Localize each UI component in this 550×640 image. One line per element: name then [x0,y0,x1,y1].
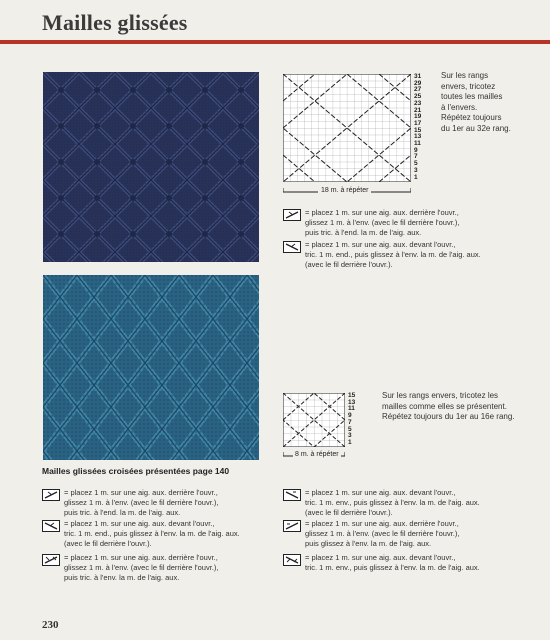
legend-line: = placez 1 m. sur une aig. aux. derrière l'ouvr., [64,553,218,562]
knitting-chart-2 [283,393,345,447]
legend2-right-entry-3 [305,553,480,573]
note-line: toutes les mailles [441,92,503,101]
row-number: 25 [414,93,422,101]
note-line: à l'envers. [441,102,478,112]
legend2-right-entry-2 [305,519,459,549]
note-line: Répétez toujours du 1er au 16e rang. [382,412,515,421]
page-number: 230 [42,619,59,631]
note-line: Sur les rangs [441,71,489,80]
legend-line: tric. 1 m. env., puis glissez à l'env. la m. de l'aig. aux. [305,563,480,572]
legend-line: tric. 1 m. env., puis glissez à l'env. la m. de l'aig. aux. [305,498,480,507]
row-number: 13 [414,133,422,141]
row-number: 17 [414,119,422,127]
row-number: 31 [414,73,422,80]
legend-line: glissez 1 m. à l'env. (avec le fil derrière l'ouvr.), [64,498,219,507]
legend-line: = placez 1 m. sur une aig. aux. devant l'ouvr., [305,488,456,497]
row-number: 7 [348,418,352,426]
legend-line: = placez 1 m. sur une aig. aux. devant l'ouvr., [64,519,215,528]
legend-line: glissez 1 m. à l'env. (avec le fil derrière l'ouvr.), [64,563,219,572]
row-number: 7 [414,153,418,161]
chart1-note [441,71,511,134]
legend-line: glissez 1 m. à l'env. (avec le fil derrière l'ouvr.), [305,218,460,227]
slip-stitch-behind-right-symbol-icon [42,489,60,501]
row-number: 27 [414,86,422,94]
legend-line: puis tric. à l'env. la m. de l'aig. aux. [64,573,180,582]
row-number: 9 [414,146,418,154]
slip-stitch-front-purl-symbol-icon [283,489,301,501]
row-number: 3 [348,432,352,440]
page-title: Mailles glissées [42,10,188,35]
teal-knit-swatch-photo [43,275,259,460]
note-line: du 1er au 32e rang. [441,123,511,133]
row-number: 15 [348,392,356,399]
row-number: 5 [348,425,352,433]
chart1-row-numbers [414,74,421,181]
row-number: 3 [414,166,418,174]
legend-line: tric. 1 m. end., puis glissez à l'env. la m. de l'aig. aux. [305,250,481,259]
legend2-left-entry-2 [64,519,240,549]
legend1-entry-1 [305,208,459,238]
chart2-row-numbers [348,393,355,447]
legend-line: (avec le fil derrière l'ouvr.). [305,260,393,269]
legend-line: puis glissez à l'env. la m. de l'aig. aux. [305,539,432,548]
row-number: 5 [414,160,418,168]
legend-line: tric. 1 m. end., puis glissez à l'env. la m. de l'aig. aux. [64,529,240,538]
legend-line: glissez 1 m. à l'env. (avec le fil derrière l'ouvr.), [305,529,460,538]
legend-line: = placez 1 m. sur une aig. aux. derrière l'ouvr., [64,488,218,497]
row-number: 29 [414,79,422,87]
knitting-chart-1 [283,74,411,182]
row-number: 19 [414,113,422,121]
chart1-repeat-label: 18 m. à répéter [318,187,371,194]
row-number: 11 [348,405,355,413]
pattern-caption: Mailles glissées croisées présentées page 140 [42,466,230,476]
row-number: 21 [414,106,422,114]
legend-line: puis tric. à l'end. la m. de l'aig. aux. [64,508,181,517]
chart2-note [382,391,515,423]
legend-line: puis tric. à l'end. la m. de l'aig. aux. [305,228,422,237]
chart2-repeat-label: 8 m. à répéter [295,451,339,458]
navy-knit-swatch-photo [43,72,259,262]
legend-line: (avec le fil derrière l'ouvr.). [64,539,152,548]
title-rule [0,40,550,44]
legend-line: = placez 1 m. sur une aig. aux. devant l'ouvr., [305,240,456,249]
legend2-left-entry-1 [64,488,218,518]
slip-stitch-behind-purl-symbol-icon [283,520,301,532]
row-number: 1 [348,438,352,446]
legend1-entry-2 [305,240,481,270]
note-line: Sur les rangs envers, tricotez les [382,391,499,400]
legend-line: (avec le fil derrière l'ouvr.). [305,508,393,517]
legend2-left-entry-3 [64,553,218,583]
row-number: 23 [414,99,422,107]
slip-stitch-front-left-symbol-icon [283,241,301,253]
slip-stitch-front-left-symbol-icon [42,520,60,532]
note-line: mailles comme elles se présentent. [382,401,507,411]
row-number: 11 [414,140,421,148]
slip-two-behind-symbol-icon [42,554,60,566]
note-line: envers, tricotez [441,81,496,91]
legend2-right-entry-1 [305,488,480,518]
legend-line: = placez 1 m. sur une aig. aux. derrière l'ouvr., [305,519,459,528]
legend-line: = placez 1 m. sur une aig. aux. derrière l'ouvr., [305,208,459,217]
row-number: 15 [414,126,422,134]
slip-stitch-behind-right-symbol-icon [283,209,301,221]
row-number: 9 [348,412,352,420]
row-number: 13 [348,398,356,406]
legend-line: = placez 1 m. sur une aig. aux. devant l'ouvr., [305,553,456,562]
row-number: 1 [414,173,418,181]
note-line: Répétez toujours [441,113,502,122]
slip-two-front-symbol-icon [283,554,301,566]
